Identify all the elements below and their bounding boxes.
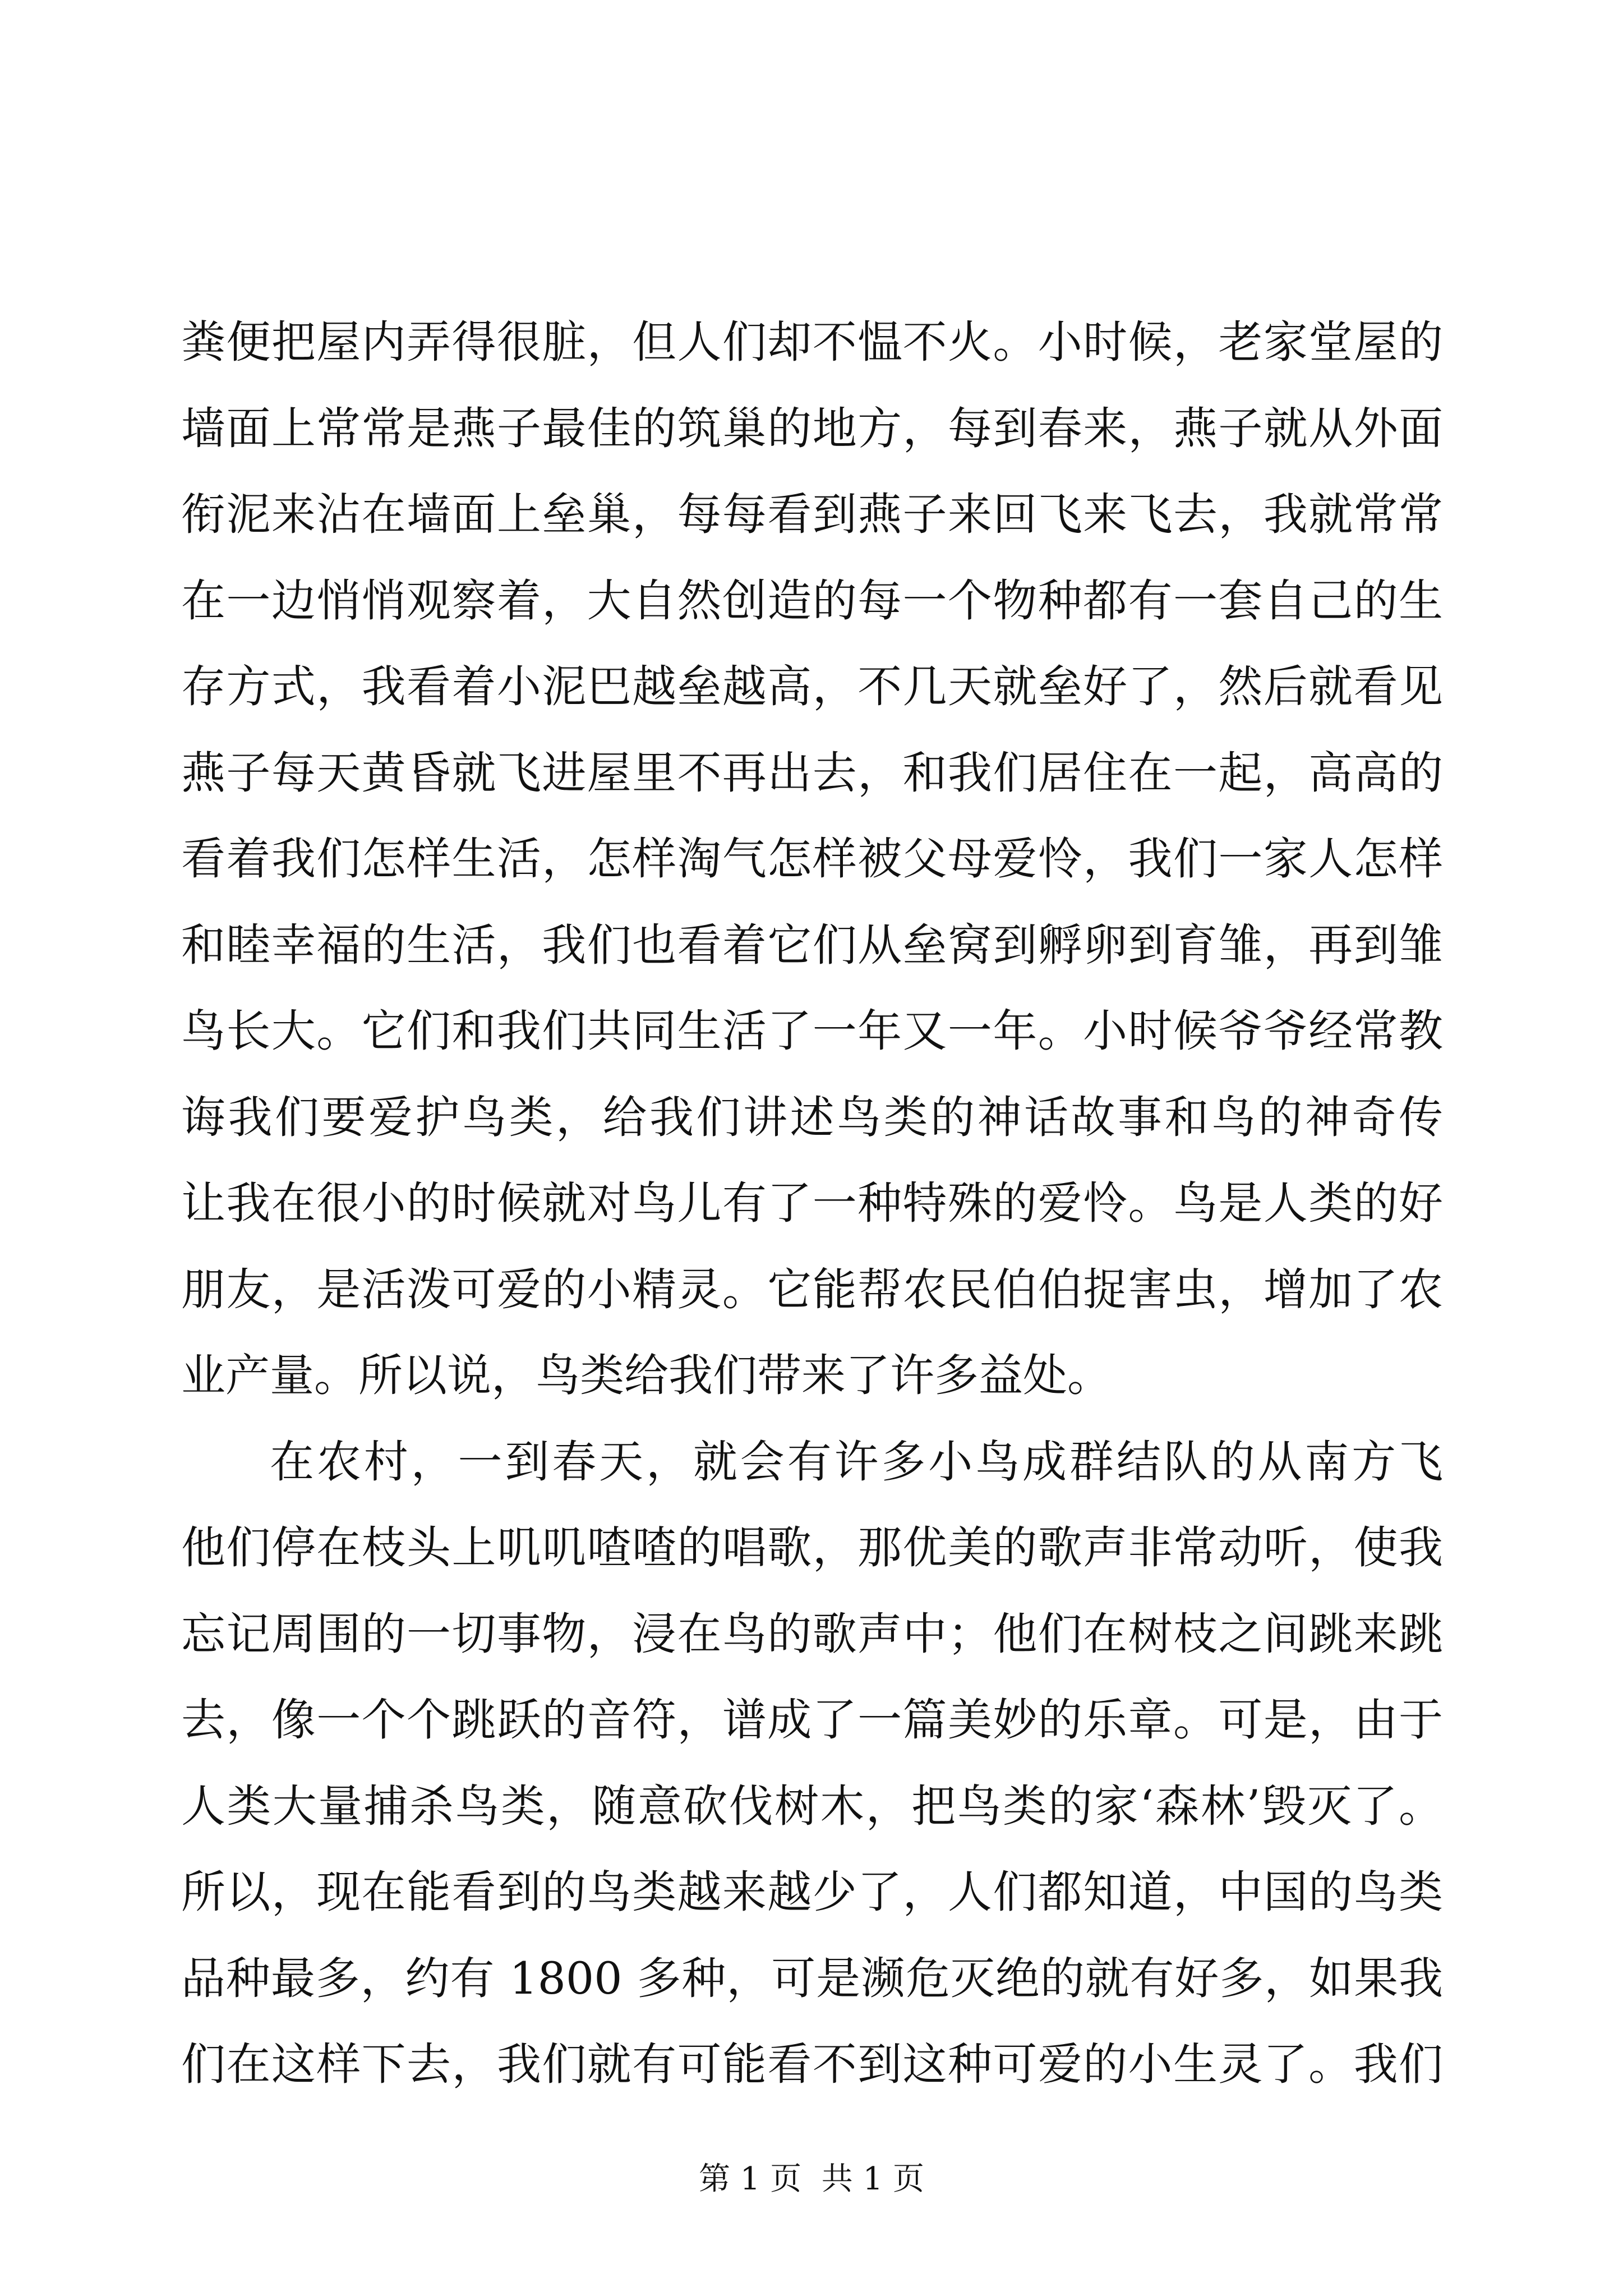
text-line: 鸟长大。它们和我们共同生活了一年又一年。小时候爷爷经常教 [181, 1005, 1443, 1057]
text-line: 诲我们要爱护鸟类，给我们讲述鸟类的神话故事和鸟的神奇传 [181, 1091, 1443, 1143]
text-line: 们在这样下去，我们就有可能看不到这种可爱的小生灵了。我们 [181, 2039, 1443, 2090]
text-line: 所以，现在能看到的鸟类越来越少了，人们都知道，中国的鸟类 [181, 1866, 1443, 1918]
text-line: 去，像一个个跳跃的音符，谱成了一篇美妙的乐章。可是，由于 [181, 1694, 1443, 1746]
text-line: 粪便把屋内弄得很脏，但人们却不愠不火。小时候，老家堂屋的 [181, 316, 1443, 368]
text-line: 他们停在枝头上叽叽喳喳的唱歌，那优美的歌声非常动听，使我 [181, 1522, 1443, 1573]
paragraph-first-line: 在农村，一到春天，就会有许多小鸟成群结队的从南方飞 [270, 1435, 1443, 1488]
page-footer [0, 2160, 1623, 2199]
text-line: 看着我们怎样生活，怎样淘气怎样被父母爱怜，我们一家人怎样 [181, 833, 1443, 885]
text-line: 存方式，我看着小泥巴越垒越高，不几天就垒好了，然后就看见 [181, 661, 1443, 712]
text-line: 人类大量捕杀鸟类，随意砍伐树木，把鸟类的家‘森林’毁灭了。 [181, 1780, 1443, 1832]
text-line: 朋友，是活泼可爱的小精灵。它能帮农民伯伯捉害虫，增加了农 [181, 1263, 1443, 1315]
text-line: 让我在很小的时候就对鸟儿有了一种特殊的爱怜。鸟是人类的好 [181, 1177, 1443, 1229]
text-line: 品种最多，约有 1800 多种，可是濒危灭绝的就有好多，如果我 [181, 1952, 1443, 2004]
page-number-label: 第 1 页 共 1 页 [698, 2161, 925, 2197]
body-text [181, 300, 1443, 2108]
text-line: 燕子每天黄昏就飞进屋里不再出去，和我们居住在一起，高高的 [181, 747, 1443, 799]
text-line: 忘记周围的一切事物，浸在鸟的歌声中；他们在树枝之间跳来跳 [181, 1608, 1443, 1660]
text-line: 和睦幸福的生活，我们也看着它们从垒窝到孵卵到育雏，再到雏 [181, 919, 1443, 971]
text-line: 在一边悄悄观察着，大自然创造的每一个物种都有一套自己的生 [181, 574, 1443, 627]
text-line: 业产量。所以说，鸟类给我们带来了许多益处。 [181, 1350, 1112, 1401]
text-line: 墙面上常常是燕子最佳的筑巢的地方，每到春来，燕子就从外面 [181, 402, 1443, 454]
text-line: 衔泥来沾在墙面上垒巢，每每看到燕子来回飞来飞去，我就常常 [181, 489, 1443, 540]
